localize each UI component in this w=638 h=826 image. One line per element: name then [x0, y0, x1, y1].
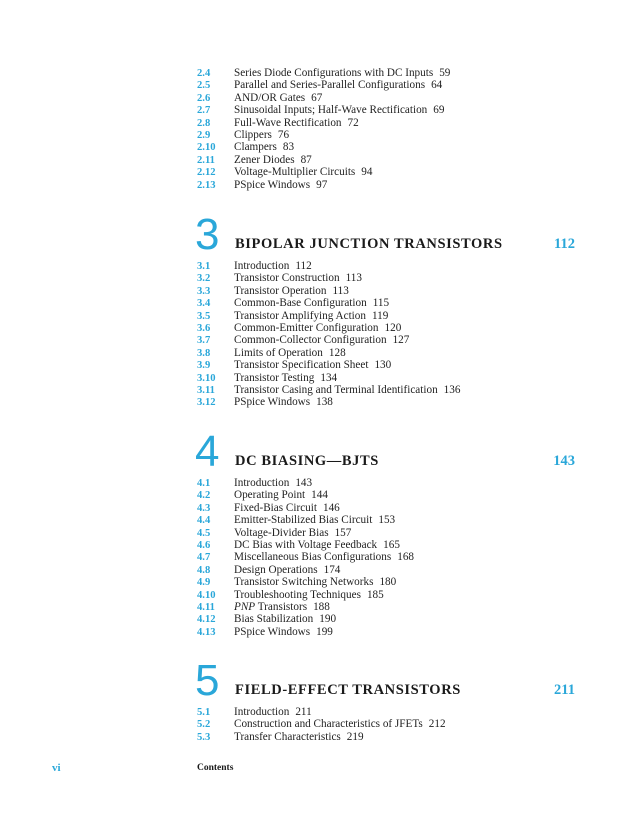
section-page: 212	[428, 718, 446, 731]
toc-entry	[197, 154, 597, 166]
toc-entry	[197, 384, 597, 396]
section-number: 4.8	[197, 564, 211, 576]
chapter-title: BIPOLAR JUNCTION TRANSISTORS	[235, 236, 503, 252]
section-number: 2.4	[197, 68, 211, 79]
section-number: 4.3	[197, 502, 211, 514]
section-page: 113	[332, 284, 349, 297]
section-number: 4.4	[197, 515, 211, 527]
section-page: 97	[316, 178, 328, 191]
section-page: 136	[443, 383, 461, 396]
section-page: 120	[384, 321, 402, 334]
section-number: 3.2	[197, 273, 211, 285]
section-title: PSpice Windows	[234, 178, 311, 191]
section-title: AND/OR Gates	[234, 91, 306, 104]
section-number: 2.6	[197, 92, 211, 104]
chapter-page: 143	[553, 453, 575, 469]
section-page: 168	[397, 551, 415, 564]
section-title: Bias Stabilization	[234, 613, 314, 626]
toc-entry	[197, 297, 597, 309]
section-number: 4.2	[197, 490, 211, 502]
section-page: 94	[361, 166, 373, 179]
toc-entry	[197, 92, 597, 104]
section-number: 4.12	[197, 614, 216, 626]
toc-entry	[197, 564, 597, 576]
section-page: 157	[334, 526, 352, 539]
section-title-italic: PNP	[234, 600, 256, 613]
section-page: 76	[277, 128, 290, 141]
toc-entry	[197, 79, 597, 91]
chapter-number: 5	[195, 656, 220, 705]
section-title: Zener Diodes	[234, 153, 295, 166]
chapter-2-section-list	[197, 67, 597, 191]
section-title: Emitter-Stabilized Bias Circuit	[234, 514, 373, 527]
section-title: Miscellaneous Bias Configurations	[234, 551, 392, 564]
toc-entry	[197, 601, 597, 613]
section-number: 4.10	[197, 589, 216, 601]
section-page: 185	[366, 588, 384, 601]
section-title: Transfer Characteristics	[234, 730, 341, 743]
section-page: 174	[323, 563, 341, 576]
section-number: 3.12	[197, 397, 216, 409]
section-page: 64	[431, 79, 443, 92]
section-title: PSpice Windows	[234, 625, 311, 638]
toc-entry	[197, 477, 597, 489]
toc-entry	[197, 396, 597, 408]
section-number: 3.10	[197, 372, 216, 384]
toc-entry	[197, 527, 597, 539]
section-page: 83	[282, 141, 295, 154]
toc-entry	[197, 576, 597, 588]
chapter-page: 112	[554, 236, 575, 252]
section-page: 127	[392, 334, 410, 347]
section-title: Voltage-Multiplier Circuits	[234, 166, 356, 179]
chapter-3-heading	[195, 210, 575, 259]
chapter-title: FIELD-EFFECT TRANSISTORS	[235, 682, 461, 698]
toc-entry	[197, 141, 597, 153]
section-number: 5.2	[197, 719, 211, 731]
section-title: Transistor Testing	[234, 371, 315, 384]
section-page: 115	[372, 297, 390, 310]
section-page: 128	[328, 346, 346, 359]
toc-entry	[197, 285, 597, 297]
section-page: 130	[374, 359, 392, 372]
section-number: 3.4	[197, 298, 211, 310]
section-number: 2.8	[197, 117, 211, 129]
chapter-title: DC BIASING—BJTS	[235, 453, 379, 469]
toc-entry	[197, 589, 597, 601]
section-title: DC Bias with Voltage Feedback	[234, 538, 378, 551]
toc-entry	[197, 310, 597, 322]
section-page: 190	[319, 613, 337, 626]
section-title: Common-Collector Configuration	[234, 334, 387, 347]
section-title: Transistor Specification Sheet	[234, 359, 369, 372]
section-title	[234, 601, 307, 613]
toc-entry	[197, 347, 597, 359]
section-page: 69	[433, 104, 445, 117]
section-page: 165	[383, 538, 400, 551]
section-page: 144	[311, 489, 328, 502]
section-title: Transistor Construction	[234, 272, 340, 285]
section-title: Limits of Operation	[234, 346, 323, 359]
section-title: Transistor Casing and Terminal Identification	[234, 383, 438, 396]
section-number: 4.1	[197, 478, 211, 489]
section-number: 3.5	[197, 310, 211, 322]
chapter-5-section-list	[197, 706, 597, 743]
toc-entry	[197, 359, 597, 371]
section-number: 5.3	[197, 731, 211, 743]
toc-entry	[197, 260, 597, 272]
section-page: 146	[322, 501, 340, 514]
section-title: Introduction	[234, 260, 290, 272]
toc-entry	[197, 179, 597, 191]
toc-entry	[197, 613, 597, 625]
section-title: Transistor Amplifying Action	[234, 309, 366, 322]
section-number: 3.1	[197, 261, 211, 272]
toc-entry	[197, 272, 597, 284]
toc-entry	[197, 489, 597, 501]
section-title: Full-Wave Rectification	[234, 116, 342, 129]
section-page: 219	[346, 730, 364, 743]
chapter-3-section-list	[197, 260, 597, 409]
toc-entry	[197, 334, 597, 346]
section-number: 3.9	[197, 360, 211, 372]
section-page: 180	[379, 576, 397, 589]
chapter-4-section-list	[197, 477, 597, 638]
section-number: 2.9	[197, 129, 211, 141]
toc-entry	[197, 706, 597, 718]
section-number: 4.9	[197, 577, 211, 589]
section-title-rest: Transistors	[255, 600, 308, 613]
toc-entry	[197, 322, 597, 334]
toc-entry	[197, 67, 597, 79]
section-number: 4.5	[197, 527, 211, 539]
section-title: Parallel and Series-Parallel Configurations	[234, 79, 426, 92]
section-title: Troubleshooting Techniques	[234, 588, 361, 601]
section-title: Transistor Switching Networks	[234, 576, 374, 589]
section-page: 87	[300, 153, 312, 166]
page-folio: vi	[52, 762, 61, 774]
toc-entry	[197, 372, 597, 384]
section-number: 3.11	[197, 384, 215, 396]
section-page: 113	[345, 272, 362, 285]
section-number: 2.13	[197, 179, 216, 191]
section-title: Sinusoidal Inputs; Half-Wave Rectification	[234, 104, 428, 117]
section-title: Transistor Operation	[234, 284, 327, 297]
running-footer-label: Contents	[197, 763, 234, 773]
chapter-number: 4	[195, 427, 220, 476]
section-number: 4.6	[197, 539, 211, 551]
section-page: 112	[295, 260, 312, 272]
chapter-page: 211	[554, 682, 575, 698]
section-title: Common-Emitter Configuration	[234, 321, 379, 334]
section-number: 2.10	[197, 142, 216, 154]
section-title: Design Operations	[234, 563, 318, 576]
section-title: Operating Point	[234, 489, 306, 502]
section-page: 59	[439, 67, 451, 79]
section-page: 188	[313, 600, 330, 613]
toc-entry	[197, 551, 597, 563]
section-title: Introduction	[234, 477, 290, 489]
toc-entry	[197, 539, 597, 551]
section-number: 4.7	[197, 552, 211, 564]
section-number: 4.11	[197, 601, 215, 613]
toc-entry	[197, 117, 597, 129]
section-title: PSpice Windows	[234, 396, 311, 409]
section-number: 2.12	[197, 167, 216, 179]
toc-entry	[197, 626, 597, 638]
section-page: 67	[311, 91, 323, 104]
toc-entry	[197, 104, 597, 116]
section-title: Construction and Characteristics of JFETs	[234, 718, 423, 731]
section-title: Clippers	[234, 128, 272, 141]
toc-entry	[197, 718, 597, 730]
section-number: 2.7	[197, 105, 211, 117]
section-number: 3.8	[197, 347, 211, 359]
section-title: Voltage-Divider Bias	[234, 526, 329, 539]
section-title: Common-Base Configuration	[234, 297, 367, 310]
section-page: 134	[320, 371, 338, 384]
section-number: 2.5	[197, 80, 211, 92]
section-page: 72	[347, 116, 359, 129]
toc-entry	[197, 514, 597, 526]
section-page: 138	[316, 396, 333, 409]
section-number: 3.3	[197, 285, 211, 297]
toc-entry	[197, 731, 597, 743]
section-title: Series Diode Configurations with DC Inputs	[234, 67, 434, 79]
section-title: Fixed-Bias Circuit	[234, 501, 317, 514]
toc-entry	[197, 129, 597, 141]
section-page: 119	[371, 309, 389, 322]
section-number: 2.11	[197, 154, 215, 166]
section-title: Clampers	[234, 141, 277, 154]
section-number: 3.7	[197, 335, 211, 347]
section-page: 199	[316, 625, 333, 638]
section-page: 211	[295, 706, 312, 718]
section-number: 3.6	[197, 322, 211, 334]
section-title: Introduction	[234, 706, 290, 718]
section-page: 143	[295, 477, 313, 489]
section-number: 5.1	[197, 707, 211, 718]
chapter-4-heading	[195, 427, 575, 476]
chapter-number: 3	[195, 210, 220, 259]
chapter-5-heading	[195, 656, 575, 705]
toc-entry	[197, 166, 597, 178]
toc-entry	[197, 502, 597, 514]
section-number: 4.13	[197, 626, 216, 638]
section-page: 153	[378, 514, 396, 527]
